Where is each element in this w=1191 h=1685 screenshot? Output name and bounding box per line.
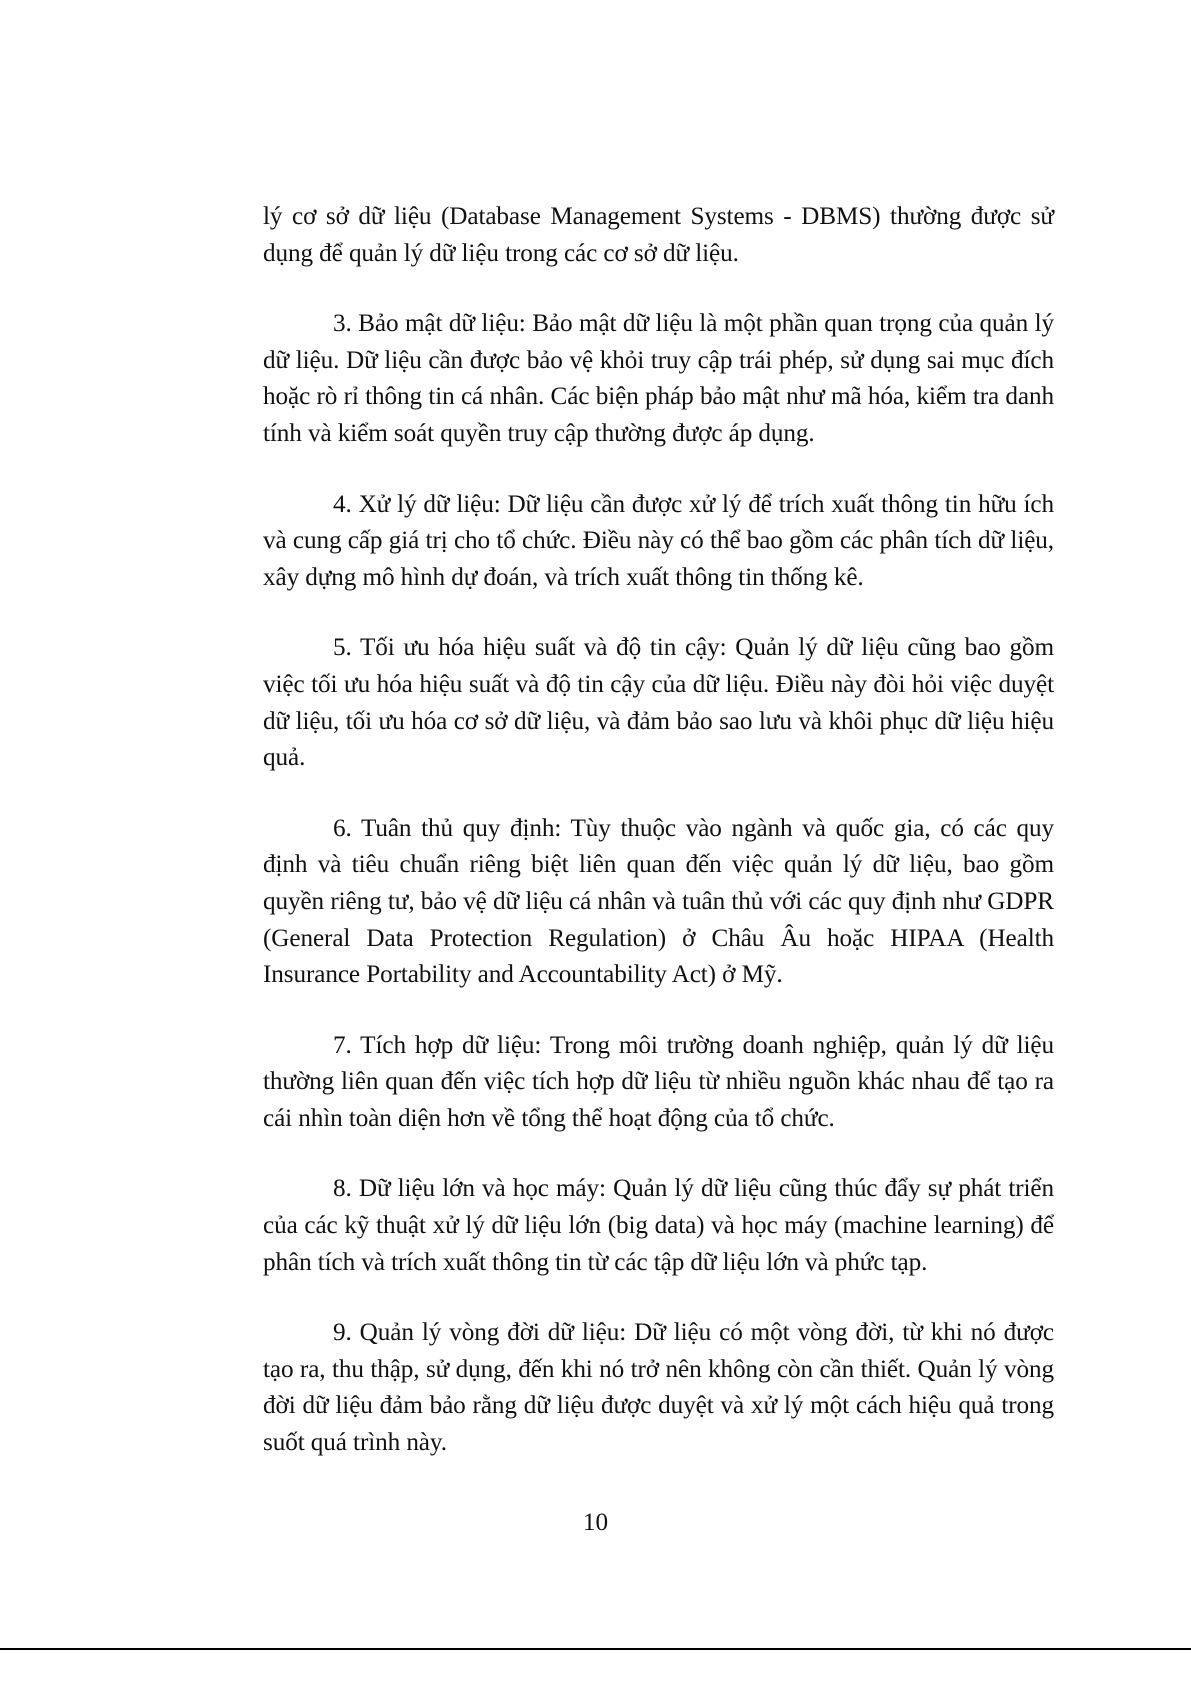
bottom-border-line	[0, 1648, 1191, 1650]
paragraph-big-data-ml: 8. Dữ liệu lớn và học máy: Quản lý dữ liệu cũng thúc đẩy sự phát triển của các kỹ thuật xử lý dữ liệu lớn (big data) và học máy (machine learning) để phân tích và trích xuất thông tin từ các tập dữ liệu lớn và phức tạp.	[263, 1175, 1054, 1276]
page-number: 10	[582, 1509, 609, 1536]
paragraph-performance-reliability: 5. Tối ưu hóa hiệu suất và độ tin cậy: Quản lý dữ liệu cũng bao gồm việc tối ưu hóa hiệu suất và độ tin cậy của dữ liệu. Điều này đòi hỏi việc duyệt dữ liệu, tối ưu hóa cơ sở dữ liệu, và đảm bảo sao lưu và khôi phục dữ liệu hiệu quả.	[263, 634, 1054, 772]
paragraph-data-processing: 4. Xử lý dữ liệu: Dữ liệu cần được xử lý để trích xuất thông tin hữu ích và cung cấp giá trị cho tổ chức. Điều này có thể bao gồm các phân tích dữ liệu, xây dựng mô hình dự đoán, và trích xuất thông tin thống kê.	[263, 490, 1054, 591]
paragraph-data-security: 3. Bảo mật dữ liệu: Bảo mật dữ liệu là một phần quan trọng của quản lý dữ liệu. Dữ liệu cần được bảo vệ khỏi truy cập trái phép, sử dụng sai mục đích hoặc rò rỉ thông tin cá nhân. Các biện pháp bảo mật như mã hóa, kiểm tra danh tính và kiểm soát quyền truy cập thường được áp dụng.	[263, 310, 1054, 447]
paragraph-dbms-continuation: lý cơ sở dữ liệu (Database Management Systems - DBMS) thường được sử dụng để quản lý dữ liệu trong các cơ sở dữ liệu.	[263, 203, 1054, 267]
page-body	[263, 199, 1054, 1462]
paragraph-regulatory-compliance: 6. Tuân thủ quy định: Tùy thuộc vào ngành và quốc gia, có các quy định và tiêu chuẩn riêng biệt liên quan đến việc quản lý dữ liệu, bao gồm quyền riêng tư, bảo vệ dữ liệu cá nhân và tuân thủ với các quy định như GDPR (General Data Protection Regulation) ở Châu Âu hoặc HIPAA (Health Insurance Portability and Accountability Act) ở Mỹ.	[263, 814, 1054, 989]
paragraph-data-integration: 7. Tích hợp dữ liệu: Trong môi trường doanh nghiệp, quản lý dữ liệu thường liên quan đến việc tích hợp dữ liệu từ nhiều nguồn khác nhau để tạo ra cái nhìn toàn diện hơn về tổng thể hoạt động của tổ chức.	[263, 1031, 1054, 1132]
paragraph-data-lifecycle: 9. Quản lý vòng đời dữ liệu: Dữ liệu có một vòng đời, từ khi nó được tạo ra, thu thập, sử dụng, đến khi nó trở nên không còn cần thiết. Quản lý vòng đời dữ liệu đảm bảo rằng dữ liệu được duyệt và xử lý một cách hiệu quả trong suốt quá trình này.	[263, 1319, 1054, 1457]
